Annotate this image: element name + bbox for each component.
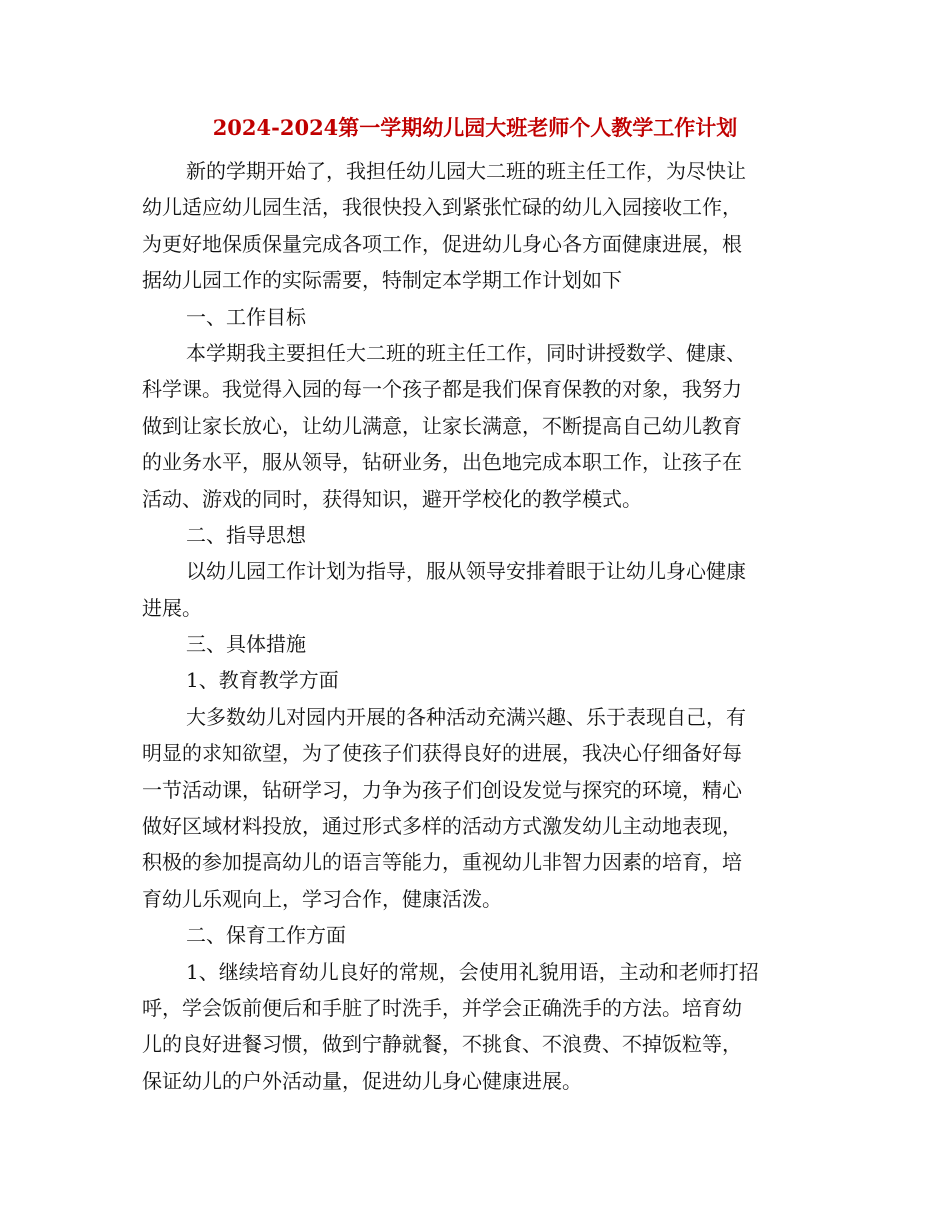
text-line: 育幼儿乐观向上，学习合作，健康活泼。 — [142, 886, 502, 911]
text-line: 1、教育教学方面 — [186, 668, 339, 693]
text-line: 做好区域材料投放，通过形式多样的活动方式激发幼儿主动地表现， — [142, 814, 742, 839]
text-line: 明显的求知欲望，为了使孩子们获得良好的进展，我决心仔细备好每 — [142, 741, 742, 766]
text-line: 科学课。我觉得入园的每一个孩子都是我们保育保教的对象，我努力 — [142, 377, 742, 402]
text-line: 以幼儿园工作计划为指导，服从领导安排着眼于让幼儿身心健康 — [186, 559, 746, 584]
text-line: 大多数幼儿对园内开展的各种活动充满兴趣、乐于表现自己，有 — [186, 704, 746, 729]
text-line: 做到让家长放心，让幼儿满意，让家长满意，不断提高自己幼儿教育 — [142, 413, 742, 438]
text-line: 保证幼儿的户外活动量，促进幼儿身心健康进展。 — [142, 1068, 582, 1093]
text-line: 幼儿适应幼儿园生活，我很快投入到紧张忙碌的幼儿入园接收工作， — [142, 195, 742, 220]
text-line: 活动、游戏的同时，获得知识，避开学校化的教学模式。 — [142, 486, 642, 511]
text-line: 据幼儿园工作的实际需要，特制定本学期工作计划如下 — [142, 268, 622, 293]
text-line: 二、保育工作方面 — [186, 923, 346, 948]
text-line: 积极的参加提高幼儿的语言等能力，重视幼儿非智力因素的培育，培 — [142, 850, 742, 875]
text-line: 三、具体措施 — [186, 632, 306, 657]
text-line: 儿的良好进餐习惯，做到宁静就餐，不挑食、不浪费、不掉饭粒等， — [142, 1032, 742, 1057]
text-line: 一、工作目标 — [186, 304, 306, 329]
text-line: 新的学期开始了，我担任幼儿园大二班的班主任工作，为尽快让 — [186, 159, 746, 183]
text-line: 为更好地保质保量完成各项工作，促进幼儿身心各方面健康进展，根 — [142, 231, 742, 256]
document-title: 2024-2024第一学期幼儿园大班老师个人教学工作计划 — [212, 115, 738, 140]
text-line: 本学期我主要担任大二班的班主任工作，同时讲授数学、健康、 — [186, 340, 746, 365]
text-line: 呼，学会饭前便后和手脏了时洗手，并学会正确洗手的方法。培育幼 — [142, 995, 742, 1020]
text-line: 二、指导思想 — [186, 522, 306, 547]
text-line: 的业务水平，服从领导，钻研业务，出色地完成本职工作，让孩子在 — [142, 450, 742, 475]
text-line: 一节活动课，钻研学习，力争为孩子们创设发觉与探究的环境，精心 — [142, 777, 742, 802]
text-line: 进展。 — [142, 595, 202, 620]
document-body — [142, 153, 802, 1099]
text-line: 1、继续培育幼儿良好的常规，会使用礼貌用语，主动和老师打招 — [186, 959, 759, 984]
